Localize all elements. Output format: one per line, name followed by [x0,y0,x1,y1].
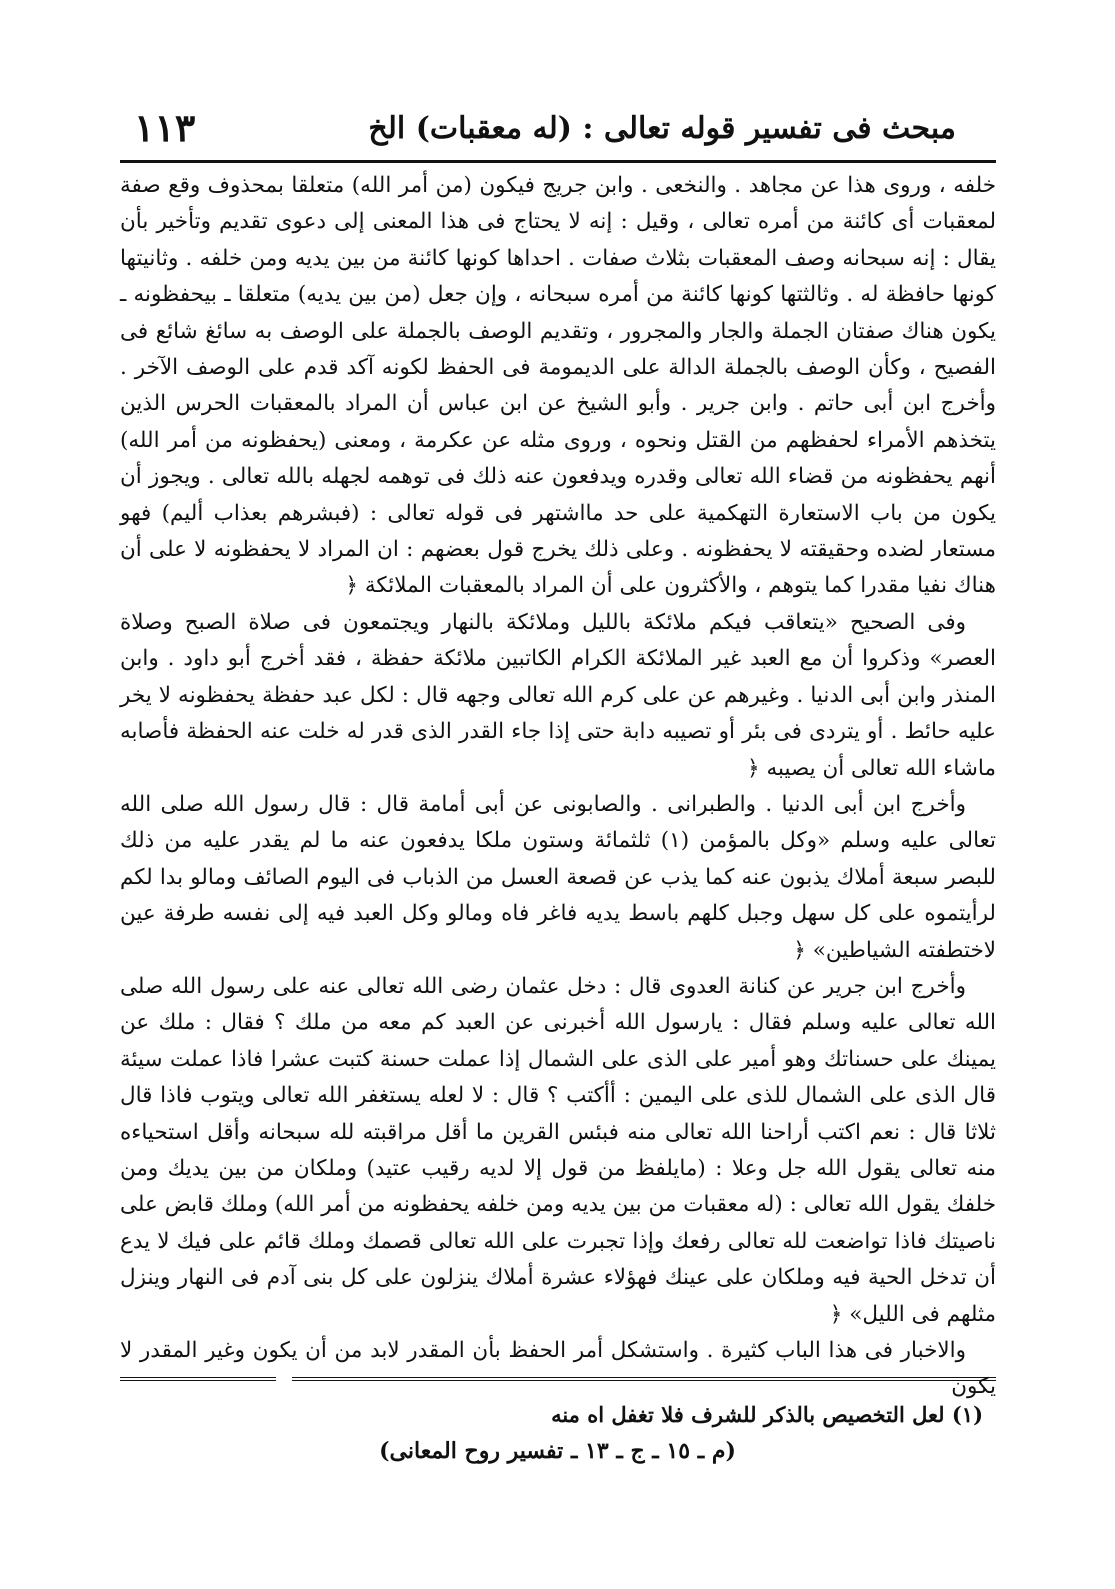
printer-signature: (م ـ ١٥ ـ ج ـ ١٣ ـ تفسير روح المعانى) [379,1438,736,1464]
paragraph: والاخبار فى هذا الباب كثيرة . واستشكل أمر الحفظ بأن المقدر لابد من أن يكون وغير المقدر لا يكون [120,1338,996,1400]
divider-segment-long [292,1377,996,1381]
footnote-divider [120,1377,996,1391]
paragraph: خلفه ، وروى هذا عن مجاهد . والنخعى . وابن جريج فيكون (من أمر الله) متعلقا بمحذوف وقع صفة لمعقبات أى كائنة من أمره تعالى ، وقيل : إنه لا يحتاج فى هذا المعنى إلى دعوى تقديم وتأخير بأن يقال : إنه سبحانه وصف المعقبات بثلاث صفات . احداها كونها كائنة من بين يديه ومن خلفه . وثانيتها كونها حافظة له . وثالثتها كونها كائنة من أمره سبحانه ، وإن جعل (من بين يديه) متعلقا ـ بيحفظونه ـ يكون هناك صفتان الجملة والجار والمجرور ، وتقديم الوصف بالجملة على الوصف به سائغ شائع فى الفصيح ، وكأن الوصف بالجملة الدالة على الديمومة فى الحفظ لكونه آكد قدم على الوصف الآخر . وأخرج ابن أبى حاتم . وابن جرير . وأبو الشيخ عن ابن عباس أن المراد بالمعقبات الحرس الذين يتخذهم الأمراء لحفظهم من القتل ونحوه ، وروى مثله عن عكرمة ، ومعنى (يحفظونه من أمر الله) أنهم يحفظونه من قضاء الله تعالى وقدره ويدفعون عنه ذلك فى توهمه لجهله بالله تعالى . ويجوز أن يكون من باب الاستعارة التهكمية على حد مااشتهر فى قوله تعالى : (فبشرهم بعذاب أليم) فهو مستعار لضده وحقيقته لا يحفظونه . وعلى ذلك يخرج قول بعضهم : ان المراد لا يحفظونه لا على أن هناك نفيا مقدرا كما يتوهم ، والأكثرون على أن المراد بالمعقبات الملائكة ﴿ [120,173,996,599]
page-number: ١١٣ [134,105,196,150]
paragraph: وأخرج ابن أبى الدنيا . والطبرانى . والصابونى عن أبى أمامة قال : قال رسول الله صلى الله تعالى عليه وسلم «وكل بالمؤمن (١) ثلثمائة وستون ملكا يدفعون عنه ما لم يقدر عليه من ذلك للبصر سبعة أملاك يذبون عنه كما يذب عن قصعة العسل من الذباب فى اليوم الصائف ومالو بدا لكم لرأيتموه على كل سهل وجبل كلهم باسط يديه فاغر فاه ومالو وكل العبد فيه إلى نفسه طرفة عين لاختطفته الشياطين» ﴿ [120,791,997,963]
main-text [120,168,996,1406]
header-divider [120,160,996,163]
footnote: (١) لعل التخصيص بالذكر للشرف فلا تغفل اه منه [551,1402,983,1427]
paragraph: وأخرج ابن جرير عن كنانة العدوى قال : دخل عثمان رضى الله تعالى عنه على رسول الله صلى الله تعالى عليه وسلم فقال : يارسول الله أخبرنى عن العبد كم معه من ملك ؟ فقال : ملك عن يمينك على حسناتك وهو أمير على الذى على الشمال إذا عملت حسنة كتبت عشرا فاذا عملت سيئة قال الذى على الشمال للذى على اليمين : أأكتب ؟ قال : لا لعله يستغفر الله تعالى ويتوب فاذا قال ثلاثا قال : نعم اكتب أراحنا الله تعالى منه فبئس القرين ما أقل مراقبته لله سبحانه وأقل استحياءه منه تعالى يقول الله جل وعلا : (مايلفظ من قول إلا لديه رقيب عتيد) وملكان من بين يديك ومن خلفك يقول الله تعالى : (له معقبات من بين يديه ومن خلفه يحفظونه من أمر الله) وملك قابض على ناصيتك فاذا تواضعت لله تعالى رفعك وإذا تجبرت على الله تعالى قصمك وملك قائم على فيك لا يدع أن تدخل الحية فيه وملكان على عينك فهؤلاء عشرة أملاك ينزلون على كل بنى آدم فى النهار وينزل مثلهم فى الليل» ﴿ [120,973,996,1327]
divider-segment-short [120,1377,276,1381]
paragraph: وفى الصحيح «يتعاقب فيكم ملائكة بالليل وملائكة بالنهار ويجتمعون فى صلاة الصبح وصلاة العصر» وذكروا أن مع العبد غير الملائكة الكرام الكاتبين ملائكة حفظة ، فقد أخرج أبو داود . وابن المنذر وابن أبى الدنيا . وغيرهم عن على كرم الله تعالى وجهه قال : لكل عبد حفظة يحفظونه لا يخر عليه حائط . أو يتردى فى بئر أو تصيبه دابة حتى إذا جاء القدر الذى قدر له خلت عنه الحفظة فأصابه ماشاء الله تعالى أن يصيبه ﴿ [120,609,996,781]
running-title: مبحث فى تفسير قوله تعالى : (له معقبات) الخ [368,111,956,146]
page-header [120,103,996,161]
